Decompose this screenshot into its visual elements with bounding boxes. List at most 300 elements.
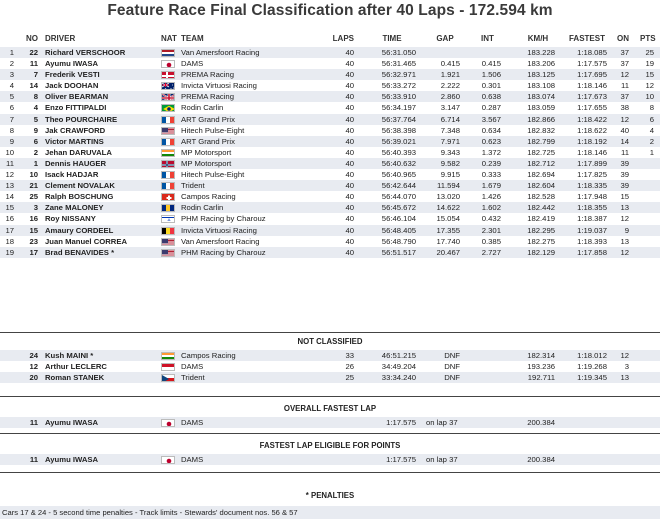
flag-cz-icon bbox=[161, 374, 175, 382]
classification-table bbox=[0, 47, 660, 258]
position-cell: 16 bbox=[5, 214, 14, 224]
flag-br-icon bbox=[161, 104, 175, 112]
on-lap-cell: 39 bbox=[620, 158, 629, 168]
position-cell: 7 bbox=[9, 114, 14, 124]
fastest-lap-time-cell: 1:17.575 bbox=[386, 418, 416, 427]
driver-cell: Kush MAINI * bbox=[45, 351, 94, 360]
table-row bbox=[0, 202, 660, 213]
flag-fr-icon bbox=[161, 171, 175, 179]
table-row bbox=[0, 69, 660, 80]
status-cell: DNF bbox=[444, 362, 460, 372]
time-cell: 56:45.672 bbox=[381, 203, 416, 213]
flag-be-icon bbox=[161, 227, 175, 235]
driver-cell: Ayumu IWASA bbox=[45, 59, 99, 69]
gap-cell: 15.054 bbox=[436, 214, 460, 224]
team-cell: Trident bbox=[181, 373, 205, 383]
time-cell: 56:32.971 bbox=[381, 70, 416, 80]
team-cell: MP Motorsport bbox=[181, 147, 232, 157]
driver-cell: Jak CRAWFORD bbox=[45, 125, 106, 135]
fastest-lap-cell: 1:18.192 bbox=[577, 136, 607, 146]
on-lap-cell: 40 bbox=[620, 125, 629, 135]
on-lap-cell: 39 bbox=[620, 170, 629, 180]
speed-cell: 182.129 bbox=[527, 247, 555, 257]
speed-cell: 182.295 bbox=[527, 225, 555, 235]
table-row bbox=[0, 417, 660, 428]
position-cell: 19 bbox=[5, 247, 14, 257]
gap-cell: 9.343 bbox=[440, 147, 460, 157]
position-cell: 14 bbox=[5, 192, 14, 202]
driver-cell: Dennis HAUGER bbox=[45, 158, 107, 168]
flag-gb-icon bbox=[161, 93, 175, 101]
status-cell: DNF bbox=[444, 373, 460, 383]
team-cell: DAMS bbox=[181, 418, 204, 427]
speed-cell: 183.059 bbox=[527, 103, 555, 113]
car-number-cell: 11 bbox=[29, 418, 38, 427]
position-cell: 17 bbox=[5, 225, 14, 235]
fastest-lap-cell: 1:17.825 bbox=[577, 170, 607, 180]
interval-cell: 1.426 bbox=[481, 192, 501, 202]
laps-cell: 40 bbox=[345, 247, 354, 257]
driver-cell: Enzo FITTIPALDI bbox=[45, 103, 107, 113]
team-cell: ART Grand Prix bbox=[181, 114, 235, 124]
laps-cell: 40 bbox=[345, 59, 354, 69]
time-cell: 34:49.204 bbox=[381, 362, 416, 372]
laps-cell: 40 bbox=[345, 48, 354, 57]
car-number-cell: 14 bbox=[29, 81, 38, 91]
laps-cell: 40 bbox=[345, 203, 354, 213]
interval-cell: 0.333 bbox=[481, 170, 501, 180]
gap-cell: 9.915 bbox=[440, 170, 460, 180]
driver-cell: Ayumu IWASA bbox=[45, 455, 99, 464]
fastest-lap-cell: 1:18.335 bbox=[577, 181, 607, 191]
interval-cell: 0.385 bbox=[481, 236, 501, 246]
flag-fr-icon bbox=[161, 138, 175, 146]
on-lap-cell: 12 bbox=[620, 351, 629, 360]
driver-cell: Ralph BOSCHUNG bbox=[45, 192, 114, 202]
fastest-lap-time-cell: 1:17.575 bbox=[386, 455, 416, 464]
table-row bbox=[0, 80, 660, 91]
points-cell: 10 bbox=[645, 92, 654, 102]
car-number-cell: 15 bbox=[29, 225, 38, 235]
table-row bbox=[0, 114, 660, 125]
interval-cell: 1.679 bbox=[481, 181, 501, 191]
time-cell: 56:31.050 bbox=[381, 48, 416, 57]
car-number-cell: 23 bbox=[29, 236, 38, 246]
gap-cell: 20.467 bbox=[436, 247, 460, 257]
on-lap-cell: 9 bbox=[624, 225, 629, 235]
section-title-penalties: * PENALTIES bbox=[305, 491, 355, 500]
laps-cell: 26 bbox=[345, 362, 354, 372]
interval-cell: 0.638 bbox=[481, 92, 501, 102]
time-cell: 56:42.644 bbox=[381, 181, 416, 191]
interval-cell: 1.372 bbox=[481, 147, 501, 157]
team-cell: DAMS bbox=[181, 362, 204, 372]
speed-cell: 183.108 bbox=[527, 81, 555, 91]
laps-cell: 25 bbox=[345, 373, 354, 383]
points-cell: 12 bbox=[645, 81, 654, 91]
gap-cell: 1.921 bbox=[440, 70, 460, 80]
table-row bbox=[0, 350, 660, 361]
interval-cell: 0.239 bbox=[481, 158, 501, 168]
header-int: INT bbox=[481, 34, 494, 43]
car-number-cell: 5 bbox=[33, 114, 38, 124]
car-number-cell: 10 bbox=[29, 170, 38, 180]
team-cell: Campos Racing bbox=[181, 192, 236, 202]
points-cell: 15 bbox=[645, 70, 654, 80]
points-cell: 19 bbox=[645, 59, 654, 69]
gap-cell: 13.020 bbox=[436, 192, 460, 202]
laps-cell: 40 bbox=[345, 125, 354, 135]
driver-cell: Zane MALONEY bbox=[45, 203, 104, 213]
car-number-cell: 16 bbox=[29, 214, 38, 224]
speed-cell: 182.694 bbox=[527, 170, 555, 180]
gap-cell: 9.582 bbox=[440, 158, 460, 168]
page-title: Feature Race Final Classification after 40 Laps - 172.594 km bbox=[107, 2, 553, 19]
position-cell: 13 bbox=[5, 181, 14, 191]
car-number-cell: 7 bbox=[33, 70, 38, 80]
speed-cell: 182.712 bbox=[527, 158, 555, 168]
time-cell: 46:51.215 bbox=[381, 351, 416, 360]
points-cell: 1 bbox=[649, 147, 654, 157]
gap-cell: 14.622 bbox=[436, 203, 460, 213]
flag-au-icon bbox=[161, 82, 175, 90]
driver-cell: Jehan DARUVALA bbox=[45, 147, 112, 157]
time-cell: 56:31.465 bbox=[381, 59, 416, 69]
car-number-cell: 1 bbox=[33, 158, 38, 168]
time-cell: 56:51.517 bbox=[381, 247, 416, 257]
laps-cell: 40 bbox=[345, 81, 354, 91]
laps-cell: 40 bbox=[345, 70, 354, 80]
not-classified-table bbox=[0, 350, 660, 383]
team-cell: Van Amersfoort Racing bbox=[181, 48, 260, 57]
car-number-cell: 8 bbox=[33, 92, 38, 102]
team-cell: Van Amersfoort Racing bbox=[181, 236, 260, 246]
on-lap-cell: 12 bbox=[620, 70, 629, 80]
time-cell: 56:40.632 bbox=[381, 158, 416, 168]
position-cell: 3 bbox=[9, 70, 14, 80]
flag-fr-icon bbox=[161, 182, 175, 190]
position-cell: 4 bbox=[9, 81, 14, 91]
table-row bbox=[0, 180, 660, 191]
fastest-lap-cell: 1:17.858 bbox=[577, 247, 607, 257]
on-lap-cell: 3 bbox=[624, 362, 629, 372]
position-cell: 10 bbox=[5, 147, 14, 157]
speed-cell: 182.275 bbox=[527, 236, 555, 246]
flag-no-icon bbox=[161, 160, 175, 168]
driver-cell: Brad BENAVIDES * bbox=[45, 247, 115, 257]
table-row bbox=[0, 236, 660, 247]
fastest-lap-cell: 1:19.037 bbox=[577, 225, 607, 235]
flag-ch-icon bbox=[161, 193, 175, 201]
fastest-lap-cell: 1:18.146 bbox=[577, 147, 607, 157]
fastest-lap-cell: 1:18.622 bbox=[577, 125, 607, 135]
divider bbox=[0, 472, 660, 473]
flag-mc-icon bbox=[161, 363, 175, 371]
driver-cell: Richard VERSCHOOR bbox=[45, 48, 126, 57]
laps-cell: 40 bbox=[345, 170, 354, 180]
table-row bbox=[0, 247, 660, 258]
car-number-cell: 3 bbox=[33, 203, 38, 213]
flag-il-icon bbox=[161, 215, 175, 223]
time-cell: 33:34.240 bbox=[381, 373, 416, 383]
laps-cell: 40 bbox=[345, 92, 354, 102]
car-number-cell: 12 bbox=[29, 362, 38, 372]
on-lap-cell: 11 bbox=[621, 147, 629, 157]
table-row bbox=[0, 136, 660, 147]
driver-cell: Juan Manuel CORREA bbox=[45, 236, 128, 246]
car-number-cell: 6 bbox=[33, 136, 38, 146]
table-header bbox=[0, 34, 660, 48]
section-title-not-classified: NOT CLASSIFIED bbox=[297, 337, 363, 346]
time-cell: 56:33.272 bbox=[381, 81, 416, 91]
section-title-eligible-fastest: FASTEST LAP ELIGIBLE FOR POINTS bbox=[259, 441, 401, 450]
on-lap-cell: 14 bbox=[620, 136, 629, 146]
team-cell: Rodin Carlin bbox=[181, 203, 224, 213]
car-number-cell: 4 bbox=[33, 103, 38, 113]
on-lap-cell: 37 bbox=[620, 92, 629, 102]
header-pts: PTS bbox=[640, 34, 656, 43]
team-cell: PREMA Racing bbox=[181, 92, 234, 102]
interval-cell: 0.634 bbox=[481, 125, 501, 135]
position-cell: 6 bbox=[9, 103, 14, 113]
fastest-lap-cell: 1:19.345 bbox=[577, 373, 607, 383]
position-cell: 8 bbox=[9, 125, 14, 135]
speed-cell: 183.074 bbox=[527, 92, 555, 102]
team-cell: MP Motorsport bbox=[181, 158, 232, 168]
fastest-lap-cell: 1:17.673 bbox=[577, 92, 607, 102]
time-cell: 56:38.398 bbox=[381, 125, 416, 135]
speed-cell: 182.419 bbox=[527, 214, 555, 224]
header-driver: DRIVER bbox=[45, 34, 76, 43]
divider bbox=[0, 396, 660, 397]
on-lap-cell: 13 bbox=[620, 203, 629, 213]
on-lap-cell: 39 bbox=[620, 181, 629, 191]
gap-cell: 3.147 bbox=[440, 103, 460, 113]
table-row bbox=[0, 361, 660, 372]
gap-cell: 2.860 bbox=[440, 92, 460, 102]
points-cell: 2 bbox=[649, 136, 654, 146]
gap-cell: 17.740 bbox=[436, 236, 460, 246]
points-cell: 6 bbox=[649, 114, 654, 124]
table-row bbox=[0, 225, 660, 236]
team-cell: Hitech Pulse-Eight bbox=[181, 170, 245, 180]
flag-bb-icon bbox=[161, 204, 175, 212]
header-kmh: KM/H bbox=[527, 34, 549, 43]
speed-cell: 182.832 bbox=[527, 125, 555, 135]
flag-jp-icon bbox=[161, 456, 175, 464]
driver-cell: Amaury CORDEEL bbox=[45, 225, 114, 235]
driver-cell: Frederik VESTI bbox=[45, 70, 100, 80]
header-team: TEAM bbox=[181, 34, 204, 43]
time-cell: 56:37.764 bbox=[381, 114, 416, 124]
speed-cell: 183.206 bbox=[527, 59, 555, 69]
interval-cell: 1.602 bbox=[481, 203, 501, 213]
speed-cell: 193.236 bbox=[527, 362, 555, 372]
position-cell: 11 bbox=[6, 158, 14, 168]
speed-cell: 183.228 bbox=[527, 48, 555, 57]
driver-cell: Jack DOOHAN bbox=[45, 81, 99, 91]
time-cell: 56:44.070 bbox=[381, 192, 416, 202]
team-cell: PHM Racing by Charouz bbox=[181, 214, 266, 224]
on-lap-cell: 15 bbox=[620, 192, 629, 202]
fastest-lap-cell: 1:18.387 bbox=[577, 214, 607, 224]
flag-nl-icon bbox=[161, 49, 175, 57]
gap-cell: 0.415 bbox=[440, 59, 460, 69]
team-cell: Hitech Pulse-Eight bbox=[181, 125, 245, 135]
driver-cell: Isack HADJAR bbox=[45, 170, 99, 180]
flag-us-icon bbox=[161, 127, 175, 135]
team-cell: Trident bbox=[181, 181, 205, 191]
on-lap-cell: on lap 37 bbox=[426, 455, 458, 464]
speed-cell: 183.125 bbox=[527, 70, 555, 80]
gap-cell: 17.355 bbox=[436, 225, 460, 235]
interval-cell: 0.287 bbox=[481, 103, 501, 113]
table-row bbox=[0, 58, 660, 69]
team-cell: DAMS bbox=[181, 455, 204, 464]
table-row bbox=[0, 372, 660, 383]
flag-in-icon bbox=[161, 352, 175, 360]
time-cell: 56:48.405 bbox=[381, 225, 416, 235]
laps-cell: 40 bbox=[345, 214, 354, 224]
flag-in-icon bbox=[161, 149, 175, 157]
on-lap-cell: 12 bbox=[620, 214, 629, 224]
table-row bbox=[0, 454, 660, 465]
interval-cell: 1.506 bbox=[481, 70, 501, 80]
header-time: TIME bbox=[382, 34, 402, 43]
interval-cell: 3.567 bbox=[481, 114, 501, 124]
speed-cell: 200.384 bbox=[527, 418, 555, 427]
interval-cell: 0.623 bbox=[481, 136, 501, 146]
laps-cell: 40 bbox=[345, 225, 354, 235]
table-row bbox=[0, 91, 660, 102]
laps-cell: 40 bbox=[345, 136, 354, 146]
status-cell: DNF bbox=[444, 351, 460, 360]
fastest-lap-cell: 1:17.655 bbox=[577, 103, 607, 113]
flag-jp-icon bbox=[161, 419, 175, 427]
fastest-lap-cell: 1:18.422 bbox=[577, 114, 607, 124]
team-cell: PREMA Racing bbox=[181, 70, 234, 80]
eligible-fastest-table bbox=[0, 454, 660, 465]
interval-cell: 2.301 bbox=[481, 225, 501, 235]
fastest-lap-cell: 1:18.146 bbox=[577, 81, 607, 91]
points-cell: 25 bbox=[645, 48, 654, 57]
laps-cell: 40 bbox=[345, 181, 354, 191]
car-number-cell: 21 bbox=[29, 181, 38, 191]
flag-us-icon bbox=[161, 238, 175, 246]
on-lap-cell: 11 bbox=[621, 81, 629, 91]
speed-cell: 182.866 bbox=[527, 114, 555, 124]
gap-cell: 2.222 bbox=[440, 81, 460, 91]
position-cell: 1 bbox=[9, 48, 14, 57]
time-cell: 56:39.021 bbox=[381, 136, 416, 146]
header-nat: NAT bbox=[161, 34, 177, 43]
fastest-lap-cell: 1:18.085 bbox=[577, 48, 607, 57]
laps-cell: 33 bbox=[345, 351, 354, 360]
laps-cell: 40 bbox=[345, 158, 354, 168]
position-cell: 18 bbox=[5, 236, 14, 246]
on-lap-cell: 13 bbox=[620, 373, 629, 383]
driver-cell: Ayumu IWASA bbox=[45, 418, 99, 427]
header-no: NO bbox=[26, 34, 38, 43]
speed-cell: 182.604 bbox=[527, 181, 555, 191]
team-cell: Rodin Carlin bbox=[181, 103, 224, 113]
fastest-lap-cell: 1:18.393 bbox=[577, 236, 607, 246]
flag-jp-icon bbox=[161, 60, 175, 68]
driver-cell: Roy NISSANY bbox=[45, 214, 96, 224]
fastest-lap-cell: 1:19.268 bbox=[577, 362, 607, 372]
car-number-cell: 22 bbox=[29, 48, 38, 57]
car-number-cell: 11 bbox=[29, 59, 38, 69]
position-cell: 5 bbox=[9, 92, 14, 102]
table-row bbox=[0, 102, 660, 113]
flag-fr-icon bbox=[161, 116, 175, 124]
time-cell: 56:40.965 bbox=[381, 170, 416, 180]
gap-cell: 6.714 bbox=[440, 114, 460, 124]
team-cell: Invicta Virtuosi Racing bbox=[181, 81, 257, 91]
laps-cell: 40 bbox=[345, 192, 354, 202]
on-lap-cell: 12 bbox=[620, 114, 629, 124]
table-row bbox=[0, 191, 660, 202]
gap-cell: 11.594 bbox=[437, 181, 460, 191]
fastest-lap-cell: 1:17.948 bbox=[577, 192, 607, 202]
table-row bbox=[0, 147, 660, 158]
table-row bbox=[0, 169, 660, 180]
driver-cell: Clement NOVALAK bbox=[45, 181, 115, 191]
divider bbox=[0, 332, 660, 333]
overall-fastest-table bbox=[0, 417, 660, 428]
position-cell: 2 bbox=[9, 59, 14, 69]
driver-cell: Roman STANEK bbox=[45, 373, 105, 383]
interval-cell: 0.301 bbox=[481, 81, 501, 91]
header-fastest: FASTEST bbox=[568, 34, 605, 43]
time-cell: 56:40.393 bbox=[381, 147, 416, 157]
position-cell: 15 bbox=[5, 203, 14, 213]
car-number-cell: 25 bbox=[29, 192, 38, 202]
driver-cell: Arthur LECLERC bbox=[45, 362, 107, 372]
on-lap-cell: 37 bbox=[620, 48, 629, 57]
flag-dk-icon bbox=[161, 71, 175, 79]
team-cell: DAMS bbox=[181, 59, 204, 69]
team-cell: ART Grand Prix bbox=[181, 136, 235, 146]
fastest-lap-cell: 1:17.695 bbox=[577, 70, 607, 80]
on-lap-cell: 13 bbox=[620, 236, 629, 246]
penalties-note: Cars 17 & 24 - 5 second time penalties - Track limits - Stewards' document nos. 56 & 57 bbox=[0, 506, 660, 519]
section-title-overall-fastest: OVERALL FASTEST LAP bbox=[283, 404, 377, 413]
laps-cell: 40 bbox=[345, 114, 354, 124]
time-cell: 56:33.910 bbox=[381, 92, 416, 102]
position-cell: 12 bbox=[5, 170, 14, 180]
car-number-cell: 24 bbox=[29, 351, 38, 360]
driver-cell: Oliver BEARMAN bbox=[45, 92, 109, 102]
driver-cell: Victor MARTINS bbox=[45, 136, 104, 146]
time-cell: 56:46.104 bbox=[381, 214, 416, 224]
team-cell: Campos Racing bbox=[181, 351, 236, 360]
speed-cell: 182.528 bbox=[527, 192, 555, 202]
position-cell: 9 bbox=[9, 136, 14, 146]
on-lap-cell: 38 bbox=[620, 103, 629, 113]
laps-cell: 40 bbox=[345, 147, 354, 157]
interval-cell: 0.415 bbox=[481, 59, 501, 69]
fastest-lap-cell: 1:18.355 bbox=[577, 203, 607, 213]
fastest-lap-cell: 1:18.012 bbox=[577, 351, 607, 360]
gap-cell: 7.971 bbox=[440, 136, 460, 146]
gap-cell: 7.348 bbox=[440, 125, 460, 135]
fastest-lap-cell: 1:17.575 bbox=[577, 59, 607, 69]
header-gap: GAP bbox=[436, 34, 454, 43]
car-number-cell: 9 bbox=[33, 125, 38, 135]
table-row bbox=[0, 158, 660, 169]
points-cell: 8 bbox=[649, 103, 654, 113]
